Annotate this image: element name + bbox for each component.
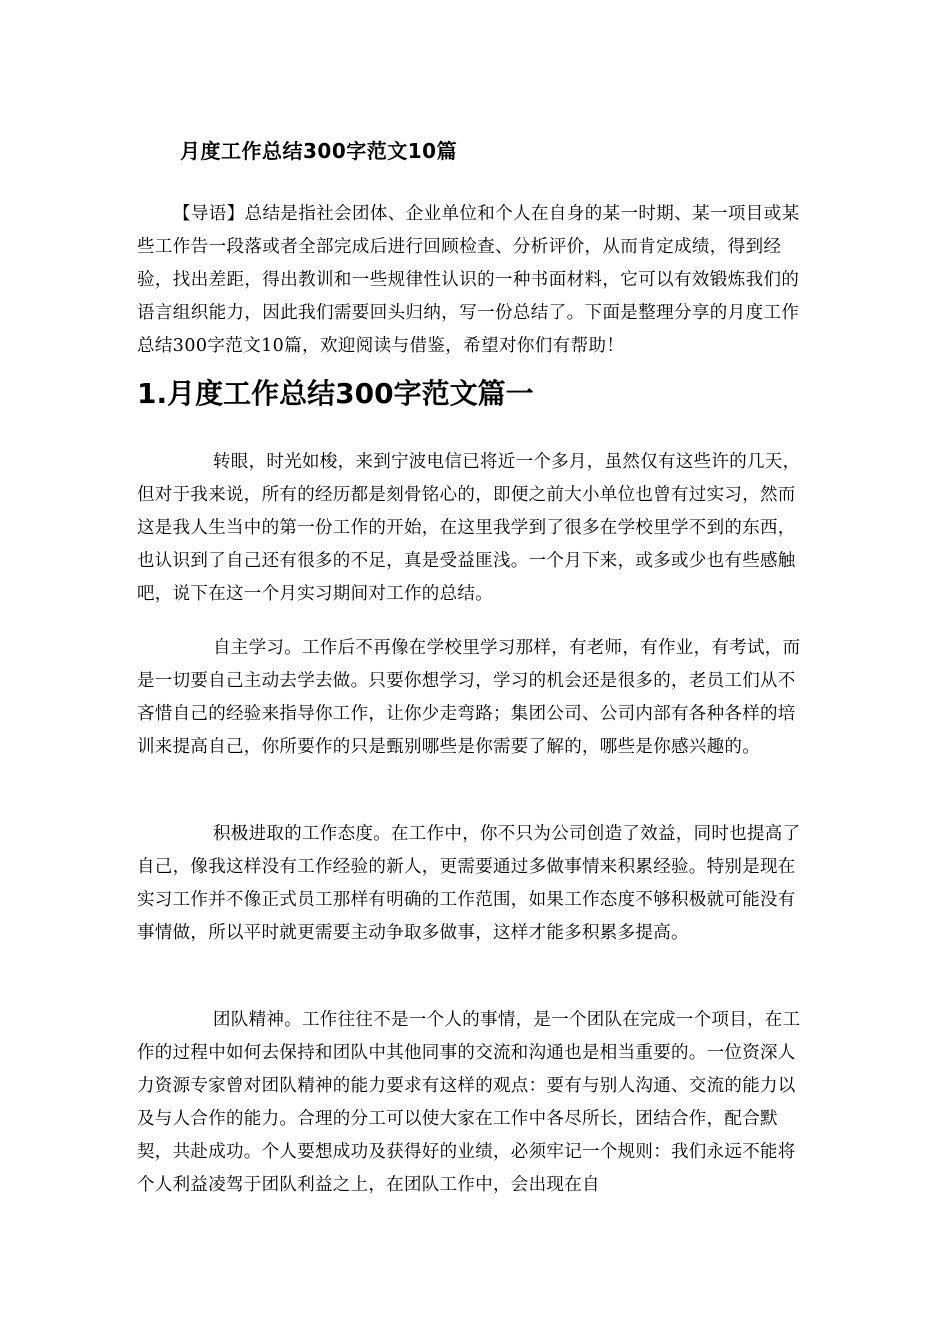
- body-paragraph: 转眼，时光如梭，来到宁波电信已将近一个多月，虽然仅有这些许的几天，但对于我来说，所有的经历都是刻骨铭心的，即便之前大小单位也曾有过实习，然而这是我人生当中的第一份工作的开始，在这里我学到了很多在学校里学不到的东西，也认识到了自己还有很多的不足，真是受益匪浅。一个月下来，或多或少也有些感触吧，说下在这一个月实习期间对工作的总结。: [137, 452, 801, 604]
- intro-paragraph: 【导语】总结是指社会团体、企业单位和个人在自身的某一时期、某一项目或某些工作告一段落或者全部完成后进行回顾检查、分析评价，从而肯定成绩，得到经验，找出差距，得出教训和一些规律性认识的一种书面材料，它可以有效锻炼我们的语言组织能力，因此我们需要回头归纳，写一份总结了。下面是整理分享的月度工作总结300字范文10篇，欢迎阅读与借鉴，希望对你们有帮助！: [137, 204, 800, 356]
- section-heading: 1.月度工作总结300字范文篇一: [137, 377, 534, 410]
- body-paragraph: 团队精神。工作往往不是一个人的事情，是一个团队在完成一个项目，在工作的过程中如何去保持和团队中其他同事的交流和沟通也是相当重要的。一位资深人力资源专家曾对团队精神的能力要求有这样的观点：要有与别人沟通、交流的能力以及与人合作的能力。合理的分工可以使大家在工作中各尽所长，团结合作，配合默契，共赴成功。个人要想成功及获得好的业绩，必须牢记一个规则：我们永远不能将个人利益凌驾于团队利益之上，在团队工作中，会出现在自: [137, 1010, 801, 1195]
- body-paragraph: 自主学习。工作后不再像在学校里学习那样，有老师，有作业，有考试，而是一切要自己主动去学去做。只要你想学习，学习的机会还是很多的，老员工们从不吝惜自己的经验来指导你工作，让你少走弯路；集团公司、公司内部有各种各样的培训来提高自己，你所要作的只是甄别哪些是你需要了解的，哪些是你感兴趣的。: [137, 638, 801, 757]
- document-title: 月度工作总结300字范文10篇: [180, 139, 458, 163]
- body-paragraph: 积极进取的工作态度。在工作中，你不只为公司创造了效益，同时也提高了自己，像我这样没有工作经验的新人，更需要通过多做事情来积累经验。特别是现在实习工作并不像正式员工那样有明确的工作范围，如果工作态度不够积极就可能没有事情做，所以平时就更需要主动争取多做事，这样才能多积累多提高。: [137, 824, 801, 943]
